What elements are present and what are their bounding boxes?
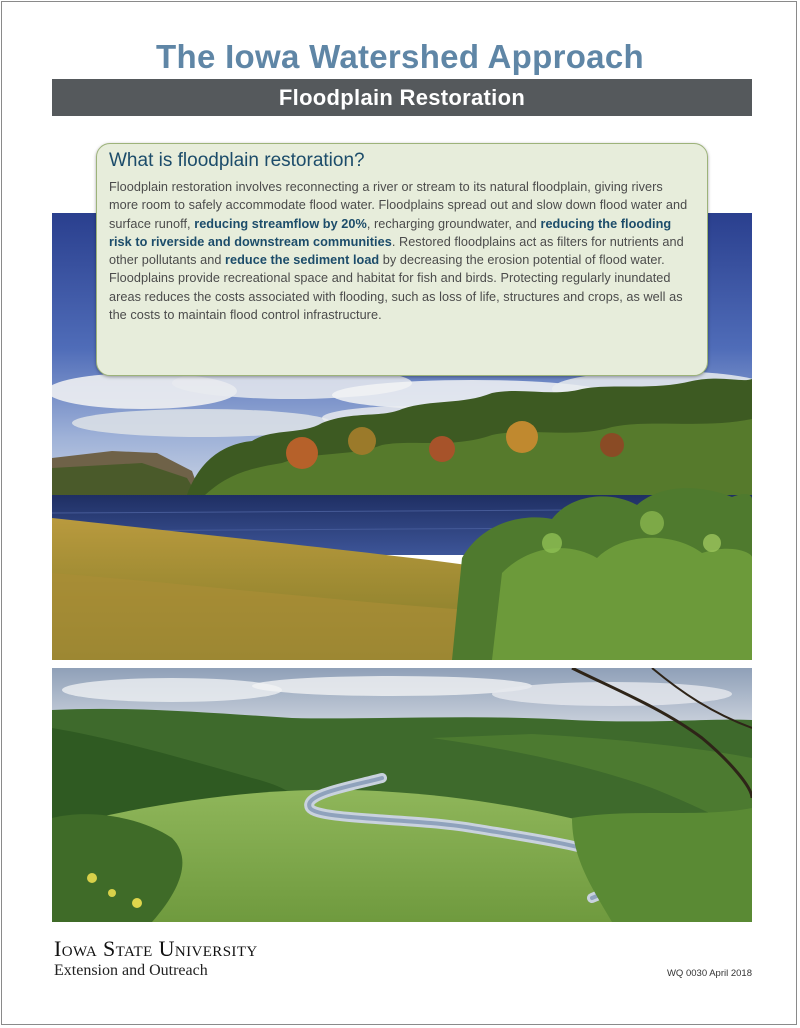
banner-subtitle: Floodplain Restoration — [278, 85, 526, 110]
title-banner — [52, 79, 752, 116]
callout-text-4: by decreasing the erosion potential of flood water. Floodplains provide recreational space and habitat for fish and birds. Protecting regularly inundated areas reduces the costs associated with flooding, such as loss of life, structures and crops, as well as the costs to maintain flood control infrastructure. — [109, 253, 683, 323]
callout-body — [109, 178, 693, 324]
callout-heading: What is floodplain restoration? — [109, 150, 365, 171]
callout-text-2: , recharging groundwater, and — [366, 216, 541, 231]
callout-bold-3: reduce the sediment load — [225, 253, 380, 268]
callout-bold-1: reducing streamflow by 20% — [194, 216, 367, 231]
callout-bold-2: reducing the flooding risk to riverside and downstream communities — [109, 216, 672, 249]
floodplain-definition-callout — [96, 143, 708, 376]
page-title: The Iowa Watershed Approach — [156, 38, 644, 75]
callout-text-1: Floodplain restoration involves reconnecting a river or stream to its natural floodplain, giving rivers more room to safely accommodate flood water. Floodplains spread out and slow down flood water and surface runoff, — [109, 180, 688, 231]
river-valley-photo — [52, 668, 752, 922]
university-unit: Extension and Outreach — [54, 962, 208, 979]
document-code: WQ 0030 April 2018 — [666, 968, 752, 979]
callout-text-3: . Restored floodplains act as filters for nutrients and other pollutants and — [109, 234, 684, 268]
university-logo-text: Iowa State University — [54, 936, 258, 961]
